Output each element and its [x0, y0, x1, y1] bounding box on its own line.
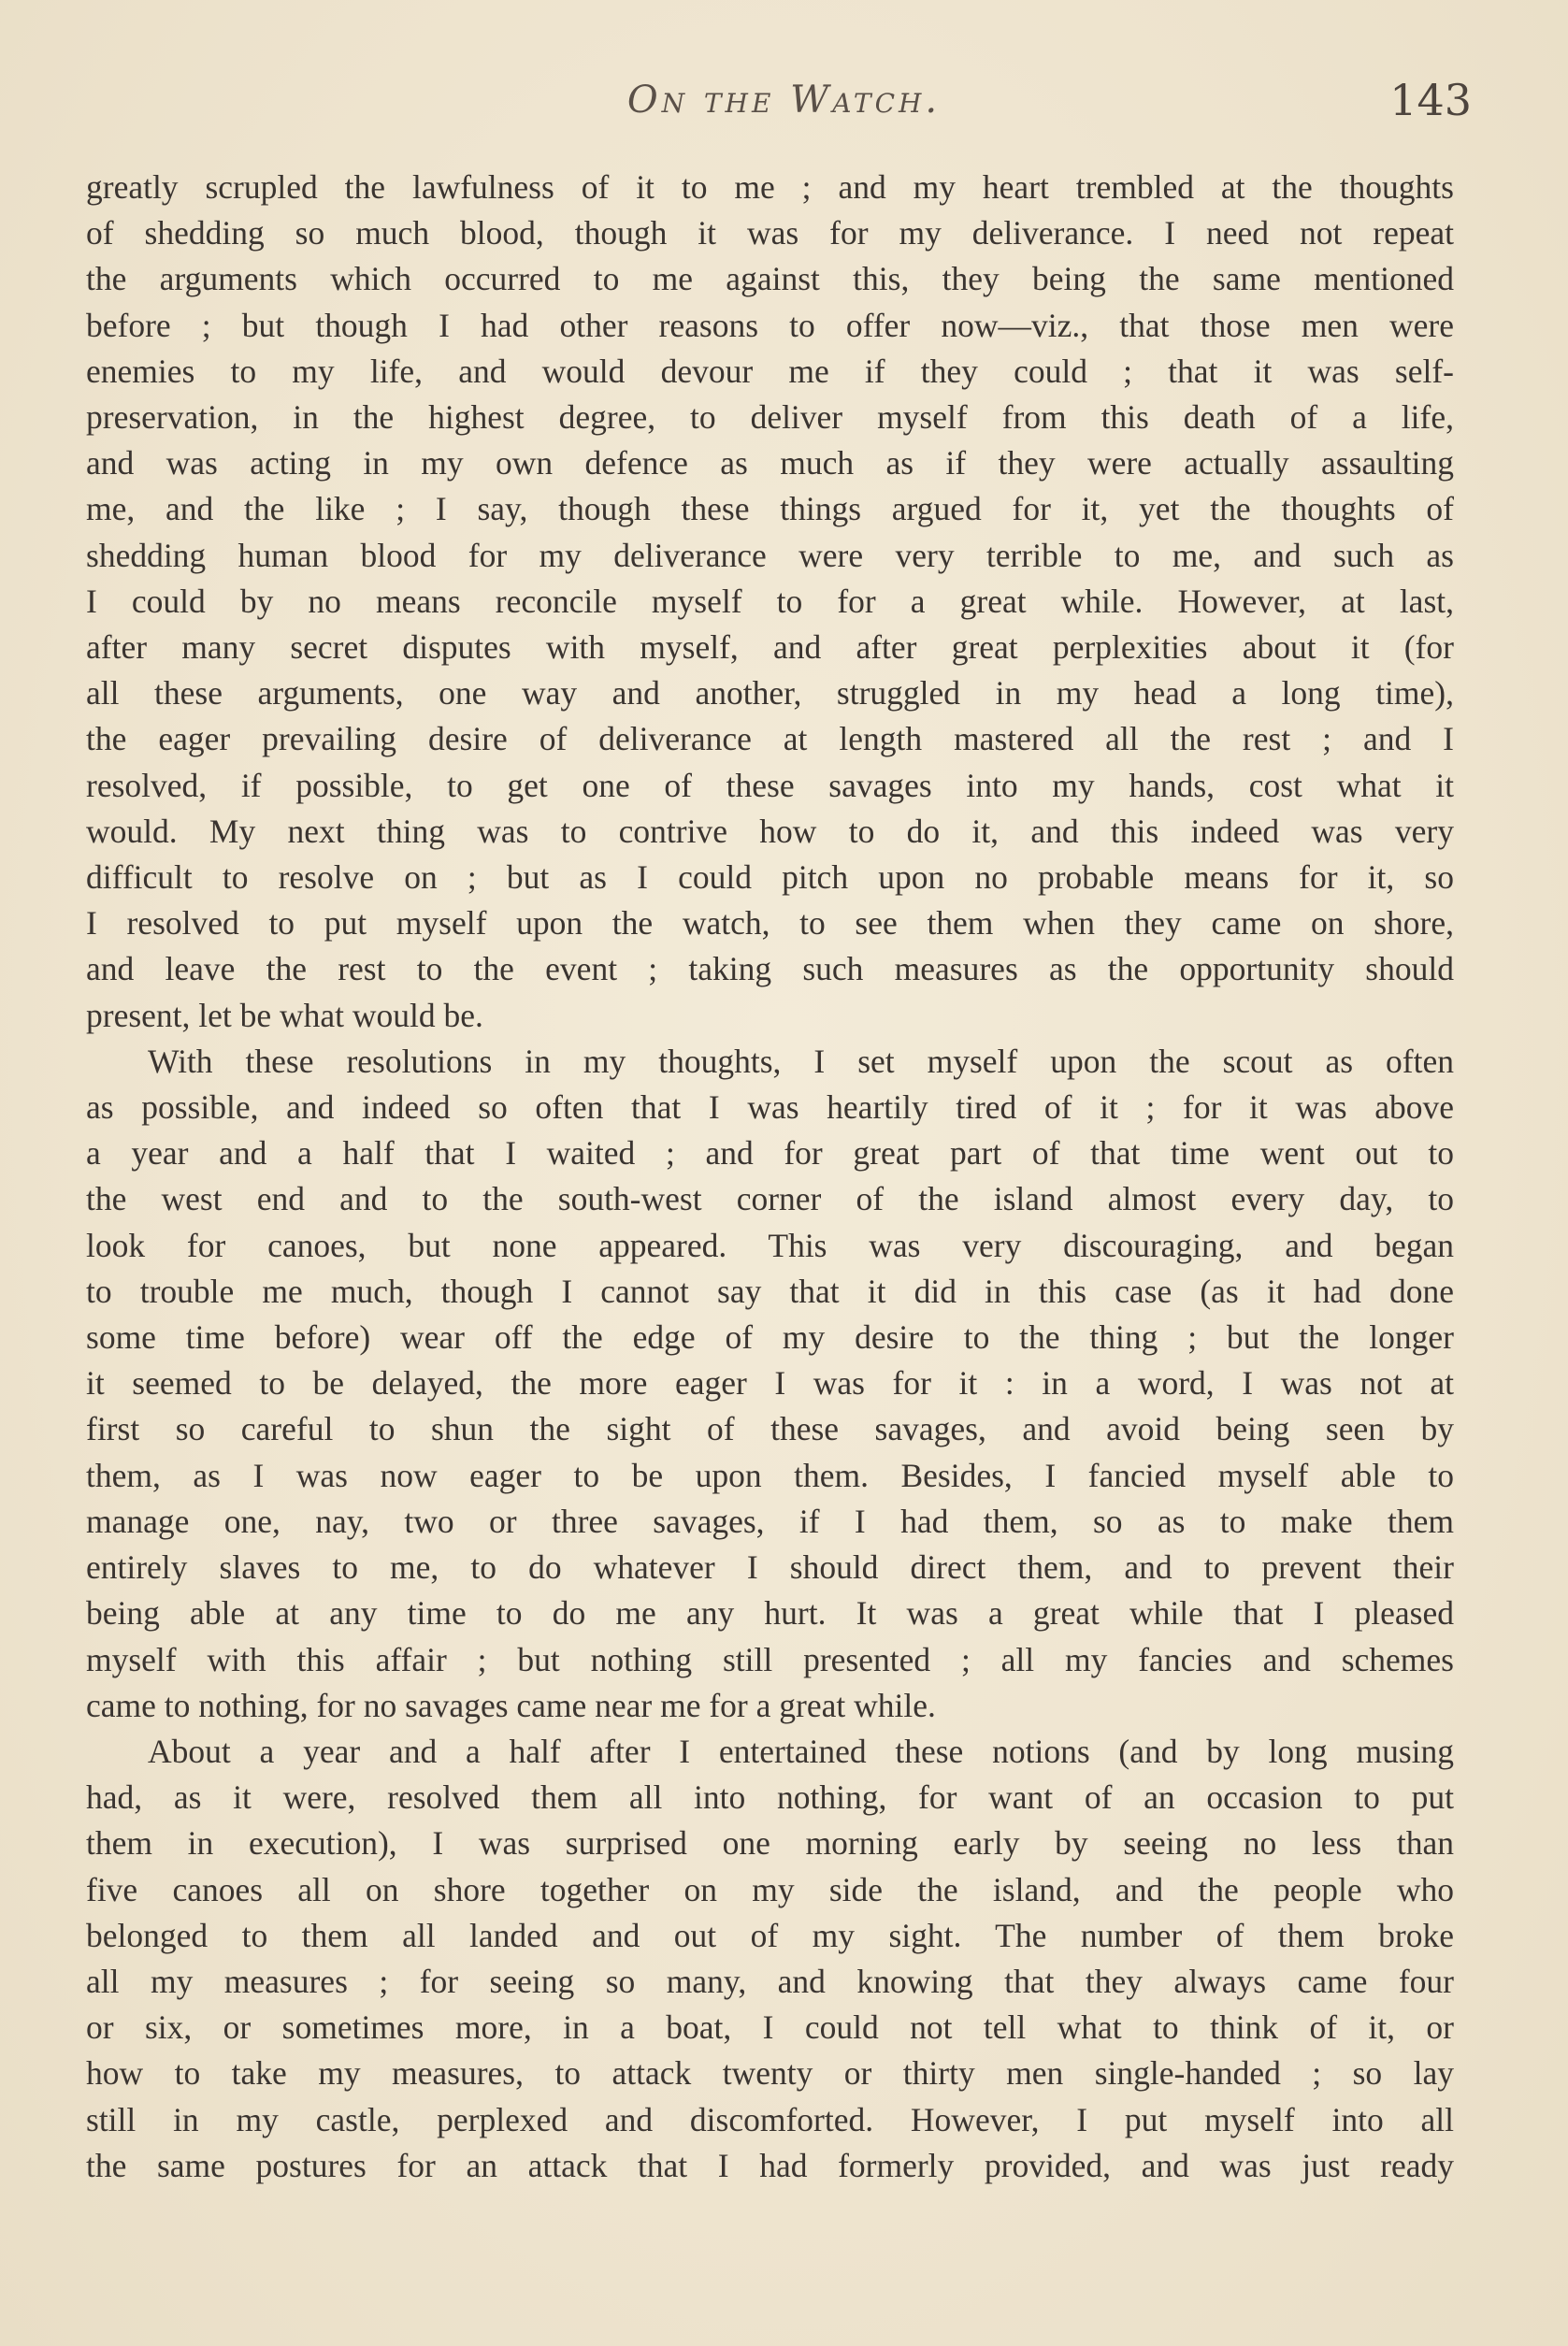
text-line: With these resolutions in my thoughts, I set myself upon the scout as often	[148, 1042, 1454, 1080]
text-line: myself with this affair ; but nothing still presented ; all my fancies and schemes	[86, 1640, 1454, 1678]
text-line: them in execution), I was surprised one morning early by seeing no less than	[86, 1824, 1454, 1863]
text-line: came to nothing, for no savages came near me for a great while.	[86, 1686, 936, 1724]
page-number: 143	[1389, 75, 1472, 125]
text-line: look for canoes, but none appeared. This was very discouraging, and began	[86, 1226, 1454, 1264]
text-line: greatly scrupled the lawfulness of it to me ; and my heart trembled at the thoughts	[86, 168, 1454, 206]
text-line: I could by no means reconcile myself to for a great while. However, at last,	[86, 582, 1454, 620]
text-line: the arguments which occurred to me against this, they being the same mentioned	[86, 260, 1454, 298]
text-line: still in my castle, perplexed and discomforted. However, I put myself into all	[86, 2100, 1454, 2138]
text-line: being able at any time to do me any hurt. It was a great while that I pleased	[86, 1594, 1454, 1633]
text-line: present, let be what would be.	[86, 996, 483, 1034]
text-line: the west end and to the south-west corner of the island almost every day, to	[86, 1180, 1454, 1218]
body-text	[86, 165, 1454, 2189]
text-line: five canoes all on shore together on my side the island, and the people who	[86, 1870, 1454, 1908]
text-line: enemies to my life, and would devour me if they could ; that it was self-	[86, 352, 1454, 390]
text-line: to trouble me much, though I cannot say that it did in this case (as it had done	[86, 1272, 1454, 1310]
text-line: and was acting in my own defence as much as if they were actually assaulting	[86, 444, 1454, 482]
text-line: or six, or sometimes more, in a boat, I could not tell what to think of it, or	[86, 2008, 1454, 2047]
text-line: all my measures ; for seeing so many, and knowing that they always came four	[86, 1962, 1454, 2000]
text-line: the eager prevailing desire of deliverance at length mastered all the rest ; and I	[86, 720, 1454, 758]
paragraph	[86, 1729, 1454, 2189]
text-line: would. My next thing was to contrive how to do it, and this indeed was very	[86, 812, 1454, 850]
text-line: resolved, if possible, to get one of these savages into my hands, cost what it	[86, 766, 1454, 804]
text-line: a year and a half that I waited ; and for great part of that time went out to	[86, 1134, 1454, 1173]
text-line: difficult to resolve on ; but as I could pitch upon no probable means for it, so	[86, 858, 1454, 897]
text-line: and leave the rest to the event ; taking such measures as the opportunity should	[86, 950, 1454, 988]
paragraph	[86, 165, 1454, 1039]
text-line: it seemed to be delayed, the more eager I was for it : in a word, I was not at	[86, 1364, 1454, 1403]
text-line: before ; but though I had other reasons to offer now—viz., that those men were	[86, 306, 1454, 344]
text-line: some time before) wear off the edge of my desire to the thing ; but the longer	[86, 1318, 1454, 1357]
text-line: manage one, nay, two or three savages, if I had them, so as to make them	[86, 1502, 1454, 1540]
text-line: all these arguments, one way and another, struggled in my head a long time),	[86, 674, 1454, 712]
text-line: first so careful to shun the sight of these savages, and avoid being seen by	[86, 1410, 1454, 1448]
text-line: as possible, and indeed so often that I was heartily tired of it ; for it was above	[86, 1088, 1454, 1127]
text-line: the same postures for an attack that I had formerly provided, and was just ready	[86, 2146, 1454, 2184]
text-line: preservation, in the highest degree, to deliver myself from this death of a life,	[86, 398, 1454, 437]
page-header	[0, 73, 1568, 138]
text-line: after many secret disputes with myself, and after great perplexities about it (for	[86, 628, 1454, 667]
text-line: of shedding so much blood, though it was for my deliverance. I need not repeat	[86, 214, 1454, 252]
text-line: shedding human blood for my deliverance were very terrible to me, and such as	[86, 536, 1454, 574]
text-line: how to take my measures, to attack twenty or thirty men single-handed ; so lay	[86, 2054, 1454, 2093]
text-line: had, as it were, resolved them all into nothing, for want of an occasion to put	[86, 1778, 1454, 1817]
paragraph	[86, 1039, 1454, 1729]
text-line: entirely slaves to me, to do whatever I should direct them, and to prevent their	[86, 1548, 1454, 1587]
text-line: I resolved to put myself upon the watch, to see them when they came on shore,	[86, 904, 1454, 943]
text-line: me, and the like ; I say, though these things argued for it, yet the thoughts of	[86, 490, 1454, 528]
text-line: About a year and a half after I entertained these notions (and by long musing	[148, 1732, 1454, 1770]
text-line: belonged to them all landed and out of my sight. The number of them broke	[86, 1916, 1454, 1954]
text-line: them, as I was now eager to be upon them. Besides, I fancied myself able to	[86, 1456, 1454, 1494]
running-title: On the Watch.	[626, 79, 942, 122]
